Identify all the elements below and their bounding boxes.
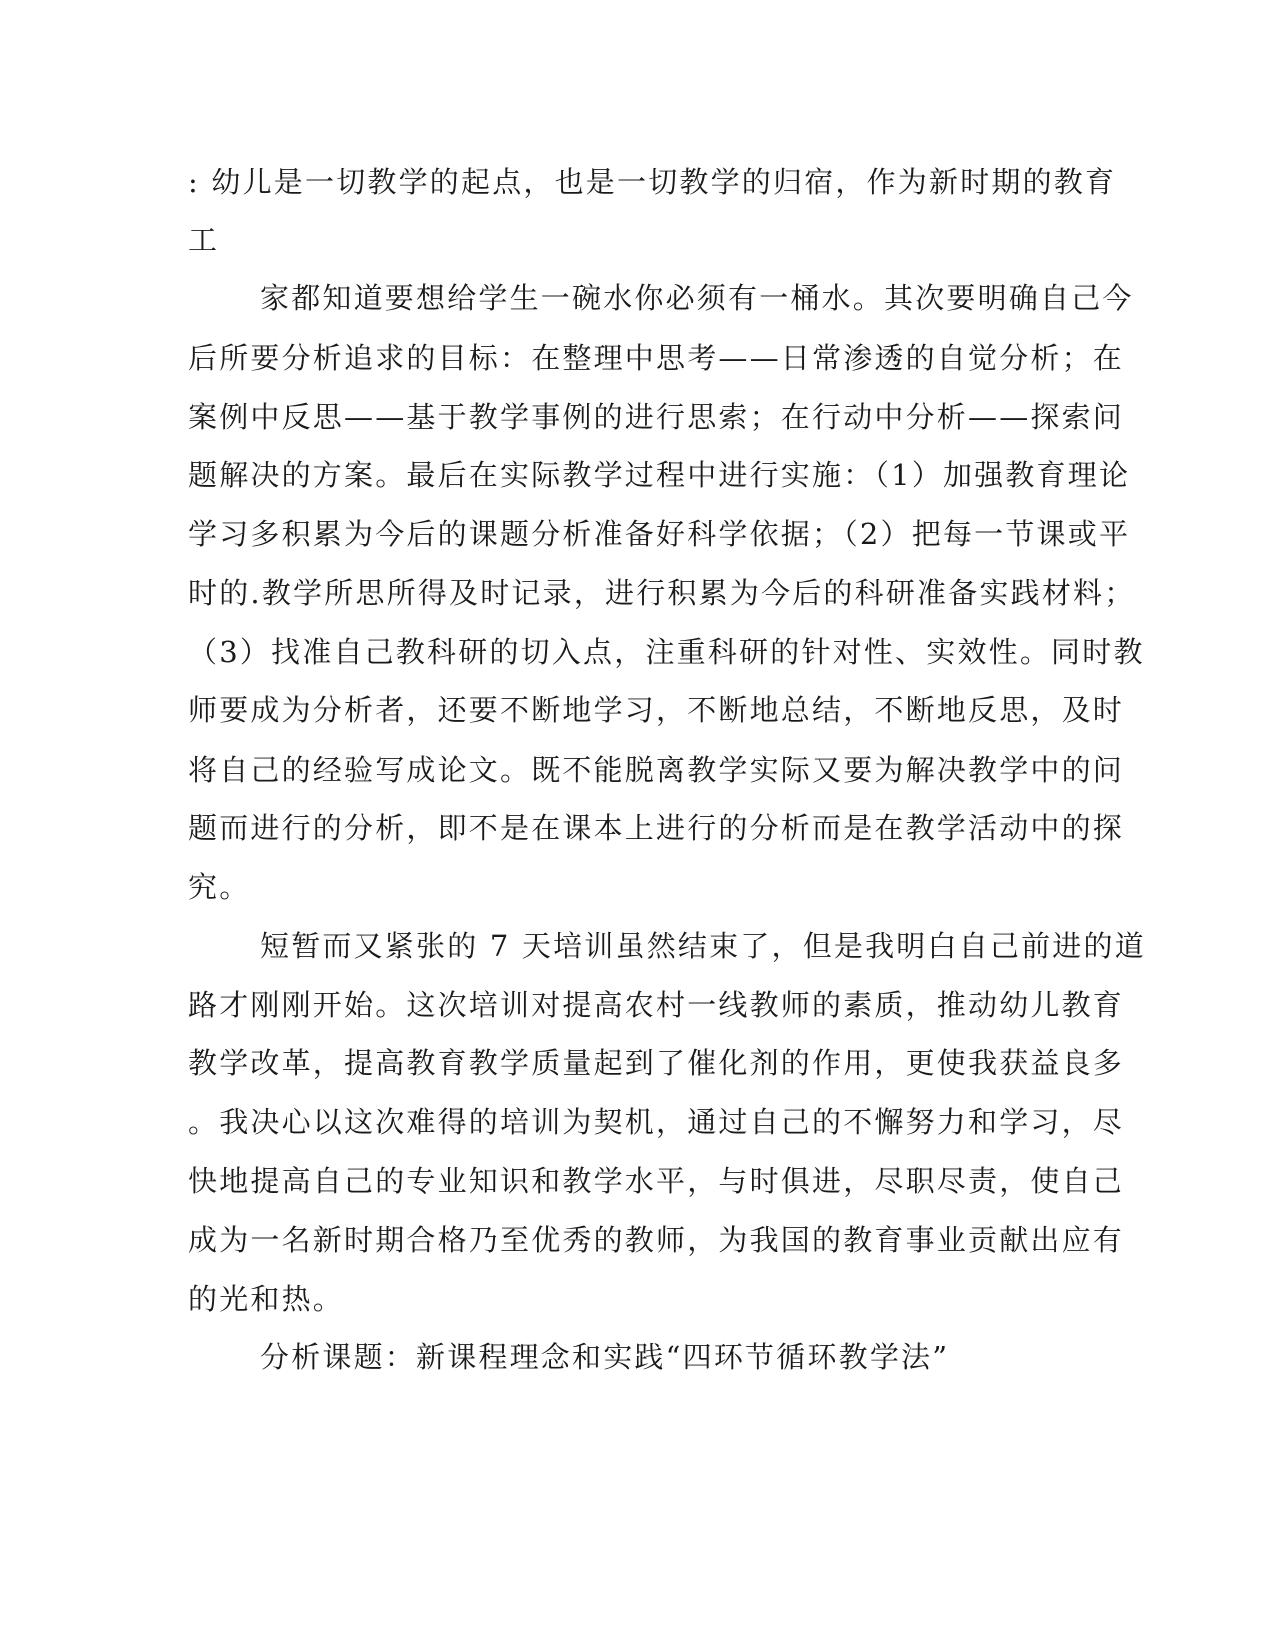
text-line: 师要成为分析者，还要不断地学习，不断地总结，不断地反思，及时 xyxy=(188,693,1125,727)
text-line: 的光和热。 xyxy=(188,1282,345,1316)
text-line: 学习多积累为今后的课题分析准备好科学依据；（2）把每一节课或平 xyxy=(188,517,1131,551)
paragraph-first-line: 短暂而又紧张的 7 天培训虽然结束了，但是我明白自己前进的道 xyxy=(260,929,1146,963)
text-line: 。我决心以这次难得的培训为契机，通过自己的不懈努力和学习，尽 xyxy=(188,1105,1125,1139)
text-line: 案例中反思——基于教学事例的进行思索；在行动中分析——探索问 xyxy=(188,400,1125,434)
paragraph-first-line: 家都知道要想给学生一碗水你必须有一桶水。其次要明确自己今 xyxy=(260,281,1134,315)
text-line: 后所要分析追求的目标：在整理中思考——日常渗透的自觉分析；在 xyxy=(188,341,1125,375)
text-line: 题解决的方案。最后在实际教学过程中进行实施：（1）加强教育理论 xyxy=(188,458,1131,492)
text-line: 成为一名新时期合格乃至优秀的教师，为我国的教育事业贡献出应有 xyxy=(188,1223,1125,1257)
text-line: 路才刚刚开始。这次培训对提高农村一线教师的素质，推动幼儿教育 xyxy=(188,988,1125,1022)
text-line: 教学改革，提高教育教学质量起到了催化剂的作用，更使我获益良多 xyxy=(188,1046,1125,1080)
text-line: 究。 xyxy=(188,870,251,904)
text-line: 快地提高自己的专业知识和教学水平，与时俱进，尽职尽责，使自己 xyxy=(188,1164,1125,1198)
text-line: 题而进行的分析，即不是在课本上进行的分析而是在教学活动中的探 xyxy=(188,811,1125,845)
text-line: 将自己的经验写成论文。既不能脱离教学实际又要为解决教学中的问 xyxy=(188,753,1125,787)
text-line: （3）找准自己教科研的切入点，注重科研的针对性、实效性。同时教 xyxy=(188,635,1145,669)
text-line: 工 xyxy=(188,223,220,257)
text-line: : 幼儿是一切教学的起点，也是一切教学的归宿，作为新时期的教育 xyxy=(188,165,1117,199)
topic-line: 分析课题：新课程理念和实践“四环节循环教学法” xyxy=(260,1340,950,1374)
text-line: 时的.教学所思所得及时记录，进行积累为今后的科研准备实践材料； xyxy=(188,576,1136,610)
